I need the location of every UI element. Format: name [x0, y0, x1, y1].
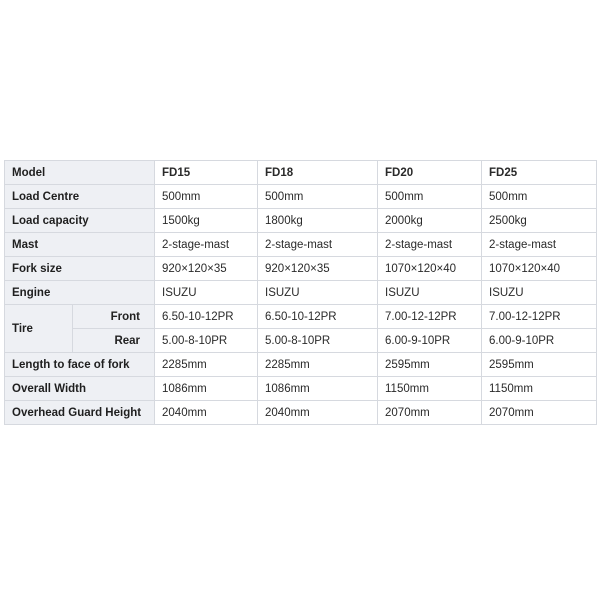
row-label: Fork size: [5, 257, 155, 281]
table-row-mast: [5, 233, 597, 257]
header-row: [5, 161, 597, 185]
model-fd18: FD18: [258, 161, 378, 185]
table-cell: 2-stage-mast: [378, 233, 482, 257]
table-cell: 2070mm: [482, 401, 597, 425]
table-cell: 7.00-12-12PR: [378, 305, 482, 329]
table-row-length-to-fork: [5, 353, 597, 377]
table-row-tire-front: [5, 305, 597, 329]
table-cell: 1500kg: [155, 209, 258, 233]
table-cell: ISUZU: [378, 281, 482, 305]
table-row-overhead-guard: [5, 401, 597, 425]
table-cell: 5.00-8-10PR: [258, 329, 378, 353]
table-cell: 2-stage-mast: [482, 233, 597, 257]
table-cell: 920×120×35: [258, 257, 378, 281]
header-label: Model: [5, 161, 155, 185]
table-cell: 6.00-9-10PR: [482, 329, 597, 353]
table-cell: 5.00-8-10PR: [155, 329, 258, 353]
table-row-engine: [5, 281, 597, 305]
table-cell: 1070×120×40: [482, 257, 597, 281]
table-cell: 2500kg: [482, 209, 597, 233]
row-label: Engine: [5, 281, 155, 305]
row-label: Mast: [5, 233, 155, 257]
table-cell: 1086mm: [155, 377, 258, 401]
table-cell: 2285mm: [258, 353, 378, 377]
table-cell: 500mm: [258, 185, 378, 209]
row-label: Overall Width: [5, 377, 155, 401]
table-cell: 500mm: [482, 185, 597, 209]
table-cell: ISUZU: [258, 281, 378, 305]
table-cell: 2-stage-mast: [155, 233, 258, 257]
table-cell: 500mm: [155, 185, 258, 209]
table-cell: 7.00-12-12PR: [482, 305, 597, 329]
model-fd20: FD20: [378, 161, 482, 185]
table-cell: 920×120×35: [155, 257, 258, 281]
table-cell: 500mm: [378, 185, 482, 209]
table-cell: 6.50-10-12PR: [155, 305, 258, 329]
table-cell: 2040mm: [155, 401, 258, 425]
row-sublabel: Rear: [73, 329, 155, 353]
row-label: Load Centre: [5, 185, 155, 209]
table-cell: 2595mm: [482, 353, 597, 377]
table-cell: 2070mm: [378, 401, 482, 425]
model-fd15: FD15: [155, 161, 258, 185]
row-label: Load capacity: [5, 209, 155, 233]
table-cell: 2000kg: [378, 209, 482, 233]
table-cell: 2040mm: [258, 401, 378, 425]
table-cell: 2-stage-mast: [258, 233, 378, 257]
row-sublabel: Front: [73, 305, 155, 329]
table-cell: 6.00-9-10PR: [378, 329, 482, 353]
table-cell: 2285mm: [155, 353, 258, 377]
table-row-load-capacity: [5, 209, 597, 233]
table-cell: 1800kg: [258, 209, 378, 233]
table-row-load-centre: [5, 185, 597, 209]
row-label: Length to face of fork: [5, 353, 155, 377]
row-label: Tire: [5, 305, 73, 353]
table-row-overall-width: [5, 377, 597, 401]
table-cell: 1150mm: [378, 377, 482, 401]
table-cell: 1086mm: [258, 377, 378, 401]
table-cell: 2595mm: [378, 353, 482, 377]
spec-table: [4, 160, 597, 425]
table-row-fork-size: [5, 257, 597, 281]
row-label: Overhead Guard Height: [5, 401, 155, 425]
model-fd25: FD25: [482, 161, 597, 185]
table-cell: 1150mm: [482, 377, 597, 401]
table-cell: ISUZU: [155, 281, 258, 305]
table-cell: ISUZU: [482, 281, 597, 305]
table-cell: 6.50-10-12PR: [258, 305, 378, 329]
table-cell: 1070×120×40: [378, 257, 482, 281]
table-row-tire-rear: [5, 329, 597, 353]
